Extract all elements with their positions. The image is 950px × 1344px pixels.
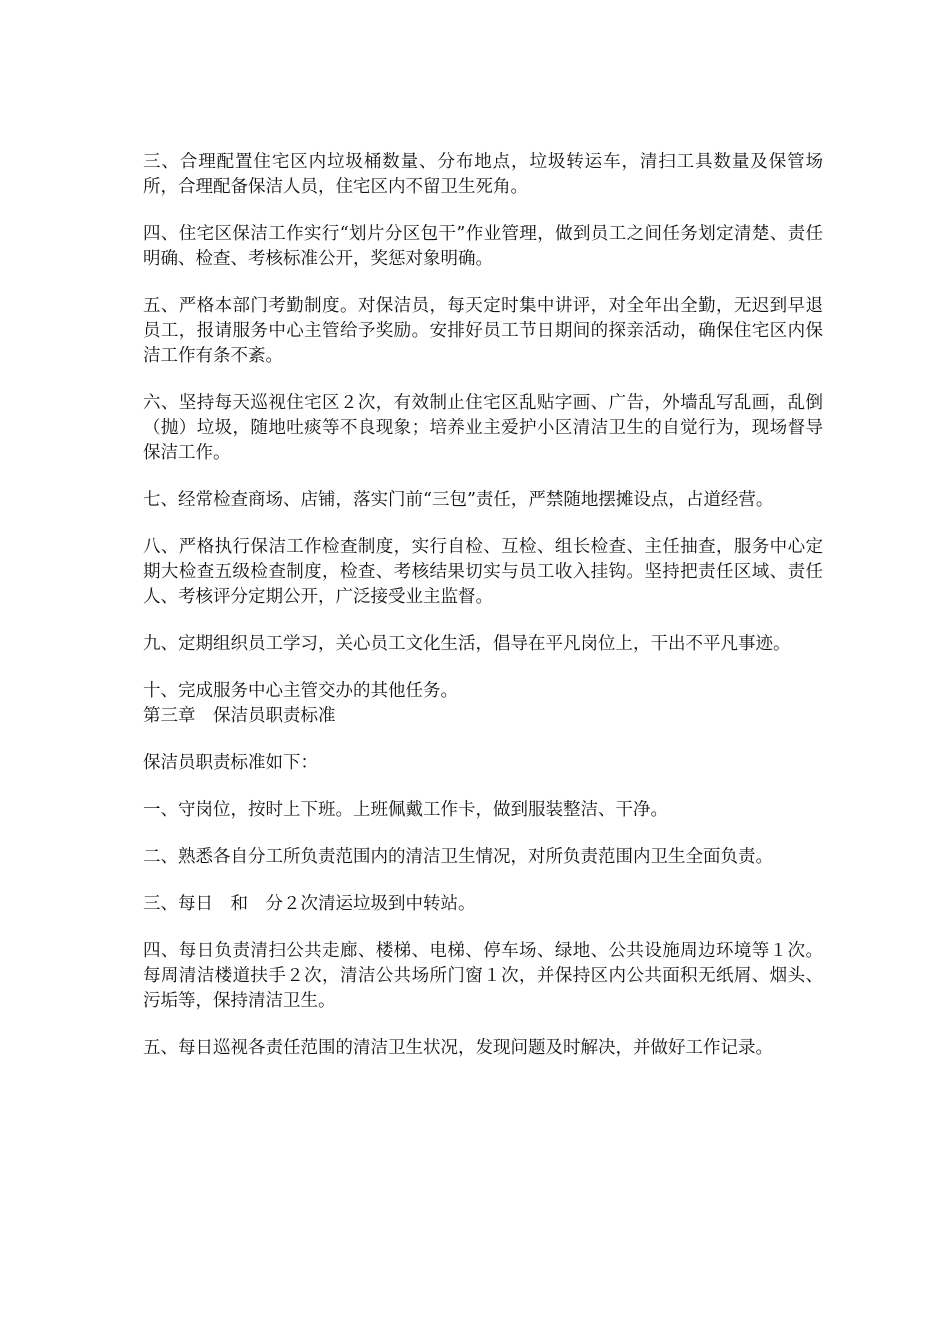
duty-4: 四、每日负责清扫公共走廊、楼梯、电梯、停车场、绿地、公共设施周边环境等１次。每周清洁楼道扶手２次，清洁公共场所门窗１次，并保持区内公共面积无纸屑、烟头、污垢等，保持清洁卫生。: [143, 941, 823, 1011]
paragraph-3: 三、合理配置住宅区内垃圾桶数量、分布地点，垃圾转运车，清扫工具数量及保管场所，合理配备保洁人员，住宅区内不留卫生死角。: [143, 152, 823, 197]
duty-2: 二、熟悉各自分工所负责范围内的清洁卫生情况，对所负责范围内卫生全面负责。: [143, 847, 773, 867]
paragraph-8: 八、严格执行保洁工作检查制度，实行自检、互检、组长检查、主任抽查，服务中心定期大检查五级检查制度，检查、考核结果切实与员工收入挂钩。坚持把责任区域、责任人、考核评分定期公开，广泛接受业主监督。: [143, 537, 823, 607]
duty-1: 一、守岗位，按时上下班。上班佩戴工作卡，做到服装整洁、干净。: [143, 800, 668, 820]
paragraph-5: 五、严格本部门考勤制度。对保洁员，每天定时集中讲评，对全年出全勤，无迟到早退员工，报请服务中心主管给予奖励。安排好员工节日期间的探亲活动，确保住宅区内保洁工作有条不紊。: [143, 296, 823, 366]
paragraph-6: 六、坚持每天巡视住宅区２次，有效制止住宅区乱贴字画、广告，外墙乱写乱画，乱倒（抛）垃圾，随地吐痰等不良现象；培养业主爱护小区清洁卫生的自觉行为，现场督导保洁工作。: [143, 393, 823, 463]
paragraph-9: 九、定期组织员工学习，关心员工文化生活，倡导在平凡岗位上，干出不平凡事迹。: [143, 634, 791, 654]
paragraph-10: 十、完成服务中心主管交办的其他任务。: [143, 681, 458, 701]
duty-5: 五、每日巡视各责任范围的清洁卫生状况，发现问题及时解决，并做好工作记录。: [143, 1038, 773, 1058]
chapter-intro: 保洁员职责标准如下：: [143, 753, 318, 773]
document-body: [143, 150, 823, 1083]
duty-3: 三、每日 和 分２次清运垃圾到中转站。: [143, 894, 476, 914]
paragraph-4: 四、住宅区保洁工作实行“划片分区包干”作业管理，做到员工之间任务划定清楚、责任明确、检查、考核标准公开，奖惩对象明确。: [143, 224, 823, 269]
chapter-title: 第三章 保洁员职责标准: [143, 706, 336, 726]
paragraph-7: 七、经常检查商场、店铺，落实门前“三包”责任，严禁随地摆摊设点，占道经营。: [143, 490, 774, 510]
